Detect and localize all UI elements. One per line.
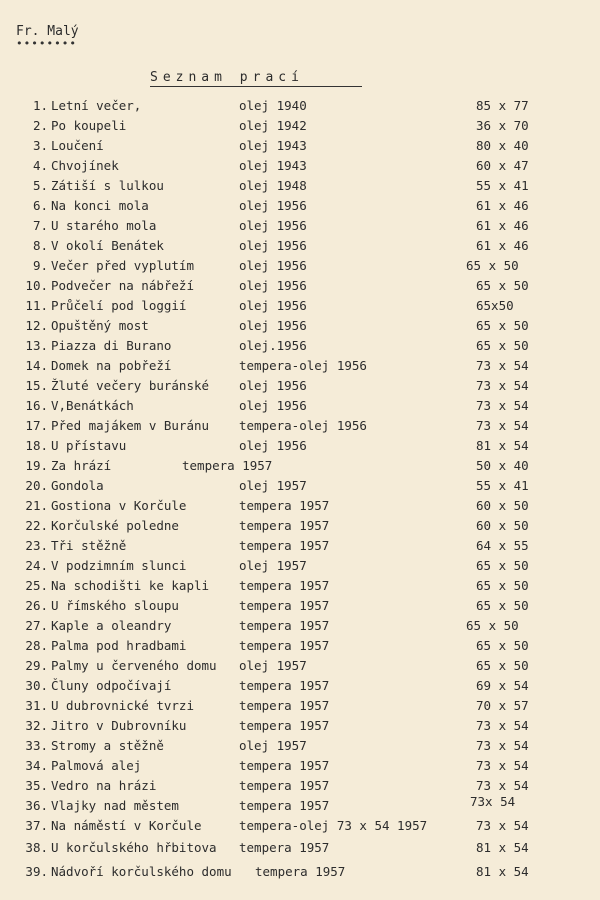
work-technique-year: tempera 1957 xyxy=(239,598,330,613)
work-number: 28. xyxy=(25,638,48,653)
work-title: Domek na pobřeží xyxy=(51,358,172,373)
work-technique-year: olej 1942 xyxy=(239,118,307,133)
work-title: Po koupeli xyxy=(51,118,127,133)
list-item xyxy=(0,416,600,436)
work-number: 38. xyxy=(25,840,48,855)
work-technique-year: tempera 1957 xyxy=(239,538,330,553)
work-dimensions: 65 x 50 xyxy=(476,558,529,573)
list-item xyxy=(0,576,600,596)
work-dimensions: 80 x 40 xyxy=(476,138,529,153)
work-title: Kaple a oleandry xyxy=(51,618,172,633)
work-title: Žluté večery buránské xyxy=(51,378,210,393)
work-number: 8. xyxy=(32,238,48,253)
work-title: V podzimním slunci xyxy=(51,558,187,573)
work-title: Gostiona v Korčule xyxy=(51,498,187,513)
work-dimensions: 65 x 50 xyxy=(476,318,529,333)
list-item xyxy=(0,696,600,716)
list-item xyxy=(0,456,600,476)
work-title: Vlajky nad městem xyxy=(51,798,179,813)
work-technique-year: olej 1957 xyxy=(239,738,307,753)
work-title: Podvečer na nábřeží xyxy=(51,278,194,293)
list-item xyxy=(0,336,600,356)
work-title: Před majákem v Buránu xyxy=(51,418,210,433)
work-dimensions: 55 x 41 xyxy=(476,178,529,193)
work-dimensions: 65 x 50 xyxy=(476,578,529,593)
work-number: 4. xyxy=(32,158,48,173)
work-dimensions: 85 x 77 xyxy=(476,98,529,113)
list-item xyxy=(0,756,600,776)
work-technique-year: tempera 1957 xyxy=(239,758,330,773)
work-dimensions: 65 x 50 xyxy=(476,338,529,353)
work-number: 34. xyxy=(25,758,48,773)
work-technique-year: olej 1956 xyxy=(239,258,307,273)
list-item xyxy=(0,796,600,816)
work-technique-year: olej 1956 xyxy=(239,278,307,293)
work-title: V okolí Benátek xyxy=(51,238,164,253)
work-number: 29. xyxy=(25,658,48,673)
work-technique-year: olej 1943 xyxy=(239,158,307,173)
work-number: 21. xyxy=(25,498,48,513)
work-dimensions: 73 x 54 xyxy=(476,818,529,833)
work-title: Palmy u červeného domu xyxy=(51,658,217,673)
work-dimensions: 65 x 50 xyxy=(466,258,519,273)
work-number: 39. xyxy=(25,864,48,879)
work-title: Opuštěný most xyxy=(51,318,149,333)
list-item xyxy=(0,862,600,882)
work-dimensions: 73 x 54 xyxy=(476,778,529,793)
work-title: Piazza di Burano xyxy=(51,338,172,353)
work-title: Chvojínek xyxy=(51,158,119,173)
work-technique-year: tempera 1957 xyxy=(239,840,330,855)
work-technique-year: olej 1956 xyxy=(239,298,307,313)
work-technique-year: tempera 1957 xyxy=(239,618,330,633)
list-item xyxy=(0,516,600,536)
list-item xyxy=(0,476,600,496)
work-number: 23. xyxy=(25,538,48,553)
work-number: 14. xyxy=(25,358,48,373)
list-item xyxy=(0,838,600,858)
work-dimensions: 60 x 50 xyxy=(476,498,529,513)
work-number: 25. xyxy=(25,578,48,593)
work-technique-year: olej 1956 xyxy=(239,378,307,393)
work-dimensions: 61 x 46 xyxy=(476,238,529,253)
work-technique-year: tempera-olej 1956 xyxy=(239,418,367,433)
work-dimensions: 73 x 54 xyxy=(476,418,529,433)
work-title: U korčulského hřbitova xyxy=(51,840,217,855)
work-technique-year: olej 1956 xyxy=(239,398,307,413)
work-number: 13. xyxy=(25,338,48,353)
work-number: 35. xyxy=(25,778,48,793)
work-number: 22. xyxy=(25,518,48,533)
work-dimensions: 65 x 50 xyxy=(476,638,529,653)
list-item xyxy=(0,736,600,756)
list-item xyxy=(0,816,600,836)
work-technique-year: olej 1943 xyxy=(239,138,307,153)
list-item xyxy=(0,216,600,236)
works-list xyxy=(0,96,600,879)
work-dimensions: 73 x 54 xyxy=(476,738,529,753)
page-title: Seznam prací xyxy=(150,70,304,85)
work-number: 36. xyxy=(25,798,48,813)
work-technique-year: olej 1948 xyxy=(239,178,307,193)
work-dimensions: 65 x 50 xyxy=(476,278,529,293)
work-number: 37. xyxy=(25,818,48,833)
work-dimensions: 81 x 54 xyxy=(476,840,529,855)
work-dimensions: 73x 54 xyxy=(470,794,516,809)
list-item xyxy=(0,296,600,316)
list-item xyxy=(0,356,600,376)
work-technique-year: olej 1940 xyxy=(239,98,307,113)
list-item xyxy=(0,656,600,676)
work-number: 33. xyxy=(25,738,48,753)
work-title: Palmová alej xyxy=(51,758,142,773)
work-title: Korčulské poledne xyxy=(51,518,179,533)
work-title: V,Benátkách xyxy=(51,398,134,413)
list-item xyxy=(0,376,600,396)
work-title: U dubrovnické tvrzi xyxy=(51,698,194,713)
work-technique-year: tempera 1957 xyxy=(239,718,330,733)
work-dimensions: 73 x 54 xyxy=(476,358,529,373)
work-dimensions: 73 x 54 xyxy=(476,398,529,413)
work-dimensions: 61 x 46 xyxy=(476,218,529,233)
work-dimensions: 64 x 55 xyxy=(476,538,529,553)
work-dimensions: 50 x 40 xyxy=(476,458,529,473)
list-item xyxy=(0,596,600,616)
list-item xyxy=(0,316,600,336)
work-dimensions: 69 x 54 xyxy=(476,678,529,693)
work-number: 32. xyxy=(25,718,48,733)
work-number: 9. xyxy=(32,258,48,273)
work-technique-year: olej 1956 xyxy=(239,438,307,453)
author-name: Fr. Malý xyxy=(16,24,79,39)
list-item xyxy=(0,156,600,176)
work-number: 20. xyxy=(25,478,48,493)
work-dimensions: 60 x 50 xyxy=(476,518,529,533)
work-technique-year: tempera 1957 xyxy=(239,638,330,653)
list-item xyxy=(0,436,600,456)
list-item xyxy=(0,716,600,736)
work-dimensions: 73 x 54 xyxy=(476,718,529,733)
work-number: 15. xyxy=(25,378,48,393)
list-item xyxy=(0,676,600,696)
work-technique-year: olej 1957 xyxy=(239,478,307,493)
work-number: 6. xyxy=(32,198,48,213)
work-number: 16. xyxy=(25,398,48,413)
work-title: Tři stěžně xyxy=(51,538,127,553)
list-item xyxy=(0,556,600,576)
list-item xyxy=(0,116,600,136)
work-number: 7. xyxy=(32,218,48,233)
work-technique-year: tempera 1957 xyxy=(239,798,330,813)
list-item xyxy=(0,136,600,156)
work-title: Nádvoří korčulského domu xyxy=(51,864,232,879)
work-number: 30. xyxy=(25,678,48,693)
work-title: Jitro v Dubrovníku xyxy=(51,718,187,733)
work-title: Gondola xyxy=(51,478,104,493)
list-item xyxy=(0,396,600,416)
work-number: 1. xyxy=(32,98,48,113)
title-underline xyxy=(150,86,362,87)
work-dimensions: 73 x 54 xyxy=(476,378,529,393)
work-title: Zátiší s lulkou xyxy=(51,178,164,193)
list-item xyxy=(0,236,600,256)
work-dimensions: 65 x 50 xyxy=(466,618,519,633)
work-technique-year: tempera-olej 1956 xyxy=(239,358,367,373)
work-title: Čluny odpočívají xyxy=(51,678,172,693)
list-item xyxy=(0,616,600,636)
work-number: 12. xyxy=(25,318,48,333)
work-dimensions: 65 x 50 xyxy=(476,658,529,673)
work-number: 18. xyxy=(25,438,48,453)
list-item xyxy=(0,96,600,116)
work-dimensions: 61 x 46 xyxy=(476,198,529,213)
work-technique-year: tempera 1957 xyxy=(239,498,330,513)
work-technique-year: olej 1956 xyxy=(239,198,307,213)
work-technique-year: tempera-olej 73 x 54 1957 xyxy=(239,818,428,833)
work-title: Na konci mola xyxy=(51,198,149,213)
work-title: Na náměstí v Korčule xyxy=(51,818,202,833)
list-item xyxy=(0,536,600,556)
list-item xyxy=(0,176,600,196)
work-technique-year: tempera 1957 xyxy=(239,698,330,713)
work-technique-year: tempera 1957 xyxy=(239,778,330,793)
list-item xyxy=(0,256,600,276)
work-title: Letní večer, xyxy=(51,98,142,113)
work-title: Palma pod hradbami xyxy=(51,638,187,653)
work-title: Večer před vyplutím xyxy=(51,258,194,273)
work-technique-year: tempera 1957 xyxy=(239,678,330,693)
author-underline: •••••••• xyxy=(16,37,77,50)
work-title: Za hrází xyxy=(51,458,112,473)
work-number: 3. xyxy=(32,138,48,153)
work-title: Na schodišti ke kapli xyxy=(51,578,210,593)
work-technique-year: olej 1957 xyxy=(239,558,307,573)
work-number: 10. xyxy=(25,278,48,293)
work-dimensions: 81 x 54 xyxy=(476,438,529,453)
work-number: 27. xyxy=(25,618,48,633)
work-title: Průčelí pod loggií xyxy=(51,298,187,313)
work-technique-year: tempera 1957 xyxy=(239,518,330,533)
work-technique-year: olej 1956 xyxy=(239,238,307,253)
work-number: 2. xyxy=(32,118,48,133)
work-technique-year: olej.1956 xyxy=(239,338,307,353)
work-technique-year: tempera 1957 xyxy=(239,578,330,593)
work-number: 26. xyxy=(25,598,48,613)
work-dimensions: 36 x 70 xyxy=(476,118,529,133)
list-item xyxy=(0,276,600,296)
work-number: 19. xyxy=(25,458,48,473)
work-number: 24. xyxy=(25,558,48,573)
work-dimensions: 55 x 41 xyxy=(476,478,529,493)
work-number: 17. xyxy=(25,418,48,433)
work-technique-year: tempera 1957 xyxy=(255,864,346,879)
work-number: 5. xyxy=(32,178,48,193)
work-title: Stromy a stěžně xyxy=(51,738,164,753)
work-dimensions: 73 x 54 xyxy=(476,758,529,773)
work-dimensions: 81 x 54 xyxy=(476,864,529,879)
work-number: 11. xyxy=(25,298,48,313)
work-title: Vedro na hrázi xyxy=(51,778,157,793)
list-item xyxy=(0,496,600,516)
work-dimensions: 65 x 50 xyxy=(476,598,529,613)
work-technique-year: olej 1956 xyxy=(239,318,307,333)
work-dimensions: 70 x 57 xyxy=(476,698,529,713)
work-title: U starého mola xyxy=(51,218,157,233)
work-dimensions: 60 x 47 xyxy=(476,158,529,173)
work-dimensions: 65x50 xyxy=(476,298,514,313)
work-title: Loučení xyxy=(51,138,104,153)
work-technique-year: olej 1957 xyxy=(239,658,307,673)
list-item xyxy=(0,196,600,216)
work-number: 31. xyxy=(25,698,48,713)
work-title: U římského sloupu xyxy=(51,598,179,613)
list-item xyxy=(0,636,600,656)
work-technique-year: olej 1956 xyxy=(239,218,307,233)
work-title: U přístavu xyxy=(51,438,127,453)
work-technique-year: tempera 1957 xyxy=(182,458,273,473)
